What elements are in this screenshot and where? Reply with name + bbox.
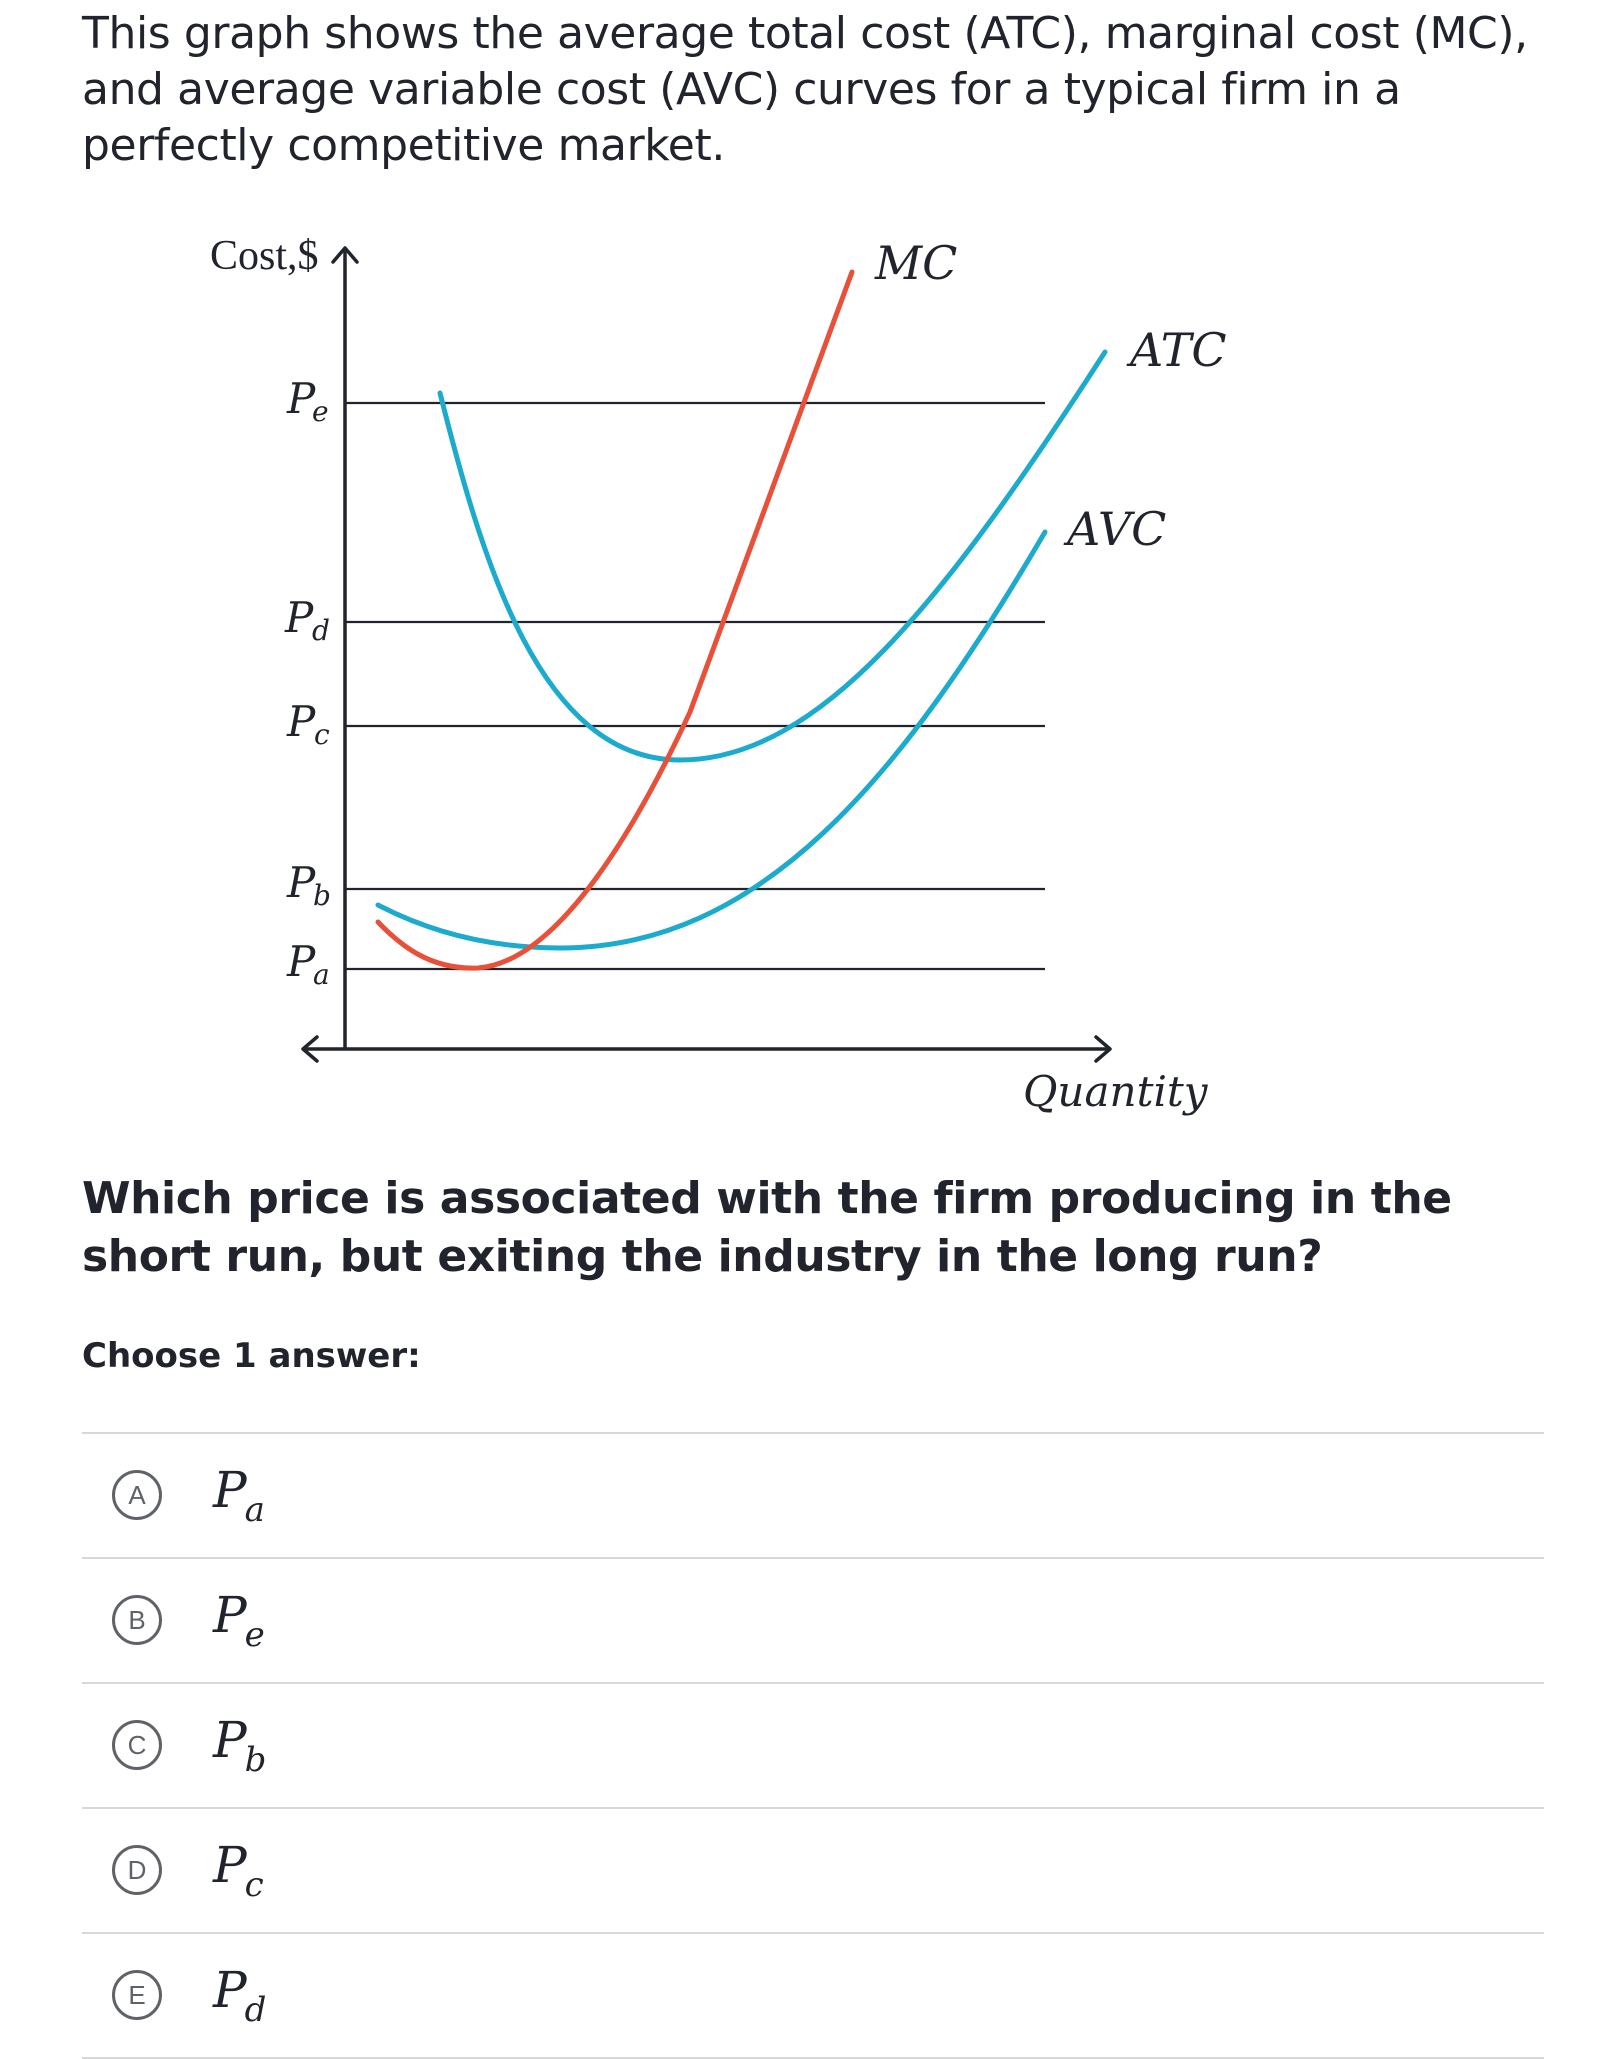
choice-c-label: $P_b$: [213, 1711, 267, 1780]
choice-b-radio[interactable]: B: [112, 1595, 162, 1645]
mc-curve: [378, 272, 852, 968]
avc-curve: [378, 532, 1045, 948]
price-label-c: [286, 697, 330, 751]
choice-a[interactable]: [82, 1434, 1544, 1559]
choice-e[interactable]: [82, 1934, 1544, 2059]
svg-text:d: d: [312, 614, 330, 647]
choice-d[interactable]: [82, 1809, 1544, 1934]
svg-text:P: P: [287, 697, 316, 746]
x-axis-label: Quantity: [1023, 1067, 1208, 1116]
price-label-b: [286, 858, 331, 912]
svg-text:b: b: [313, 879, 331, 912]
choice-c[interactable]: [82, 1684, 1544, 1809]
svg-text:a: a: [313, 958, 330, 991]
choice-b-label: $P_e$: [213, 1586, 265, 1655]
svg-text:P: P: [287, 937, 316, 986]
choice-b[interactable]: [82, 1559, 1544, 1684]
choice-e-label: $P_d$: [213, 1961, 267, 2030]
y-axis-label: Cost,$: [210, 233, 319, 279]
price-label-a: [286, 937, 330, 991]
choice-a-radio[interactable]: A: [112, 1470, 162, 1520]
svg-text:P: P: [287, 374, 316, 423]
svg-text:P: P: [285, 593, 314, 642]
avc-label: AVC: [1067, 502, 1167, 556]
problem-intro: This graph shows the average total cost (ATC), marginal cost (MC), and average variable cost (AVC) curves for a typical firm in a perfectly competitive market.: [82, 8, 1528, 171]
choice-d-label: $P_c$: [213, 1836, 264, 1905]
atc-curve: [440, 352, 1105, 760]
instruction-text: Choose 1 answer:: [82, 1336, 421, 1376]
question-text: Which price is associated with the firm producing in the short run, but exiting the industry in the long run?: [82, 1173, 1452, 1282]
choice-a-label: $P_a$: [213, 1461, 265, 1530]
svg-text:c: c: [314, 718, 330, 751]
choice-c-radio[interactable]: C: [112, 1720, 162, 1770]
mc-label: MC: [875, 236, 958, 290]
answer-choices: [82, 1432, 1544, 2059]
price-label-e: [286, 374, 329, 428]
price-label-d: [284, 593, 330, 647]
atc-label: ATC: [1130, 323, 1227, 377]
choice-e-radio[interactable]: E: [112, 1970, 162, 2020]
svg-text:e: e: [312, 395, 329, 428]
choice-d-radio[interactable]: D: [112, 1845, 162, 1895]
svg-text:P: P: [287, 858, 316, 907]
